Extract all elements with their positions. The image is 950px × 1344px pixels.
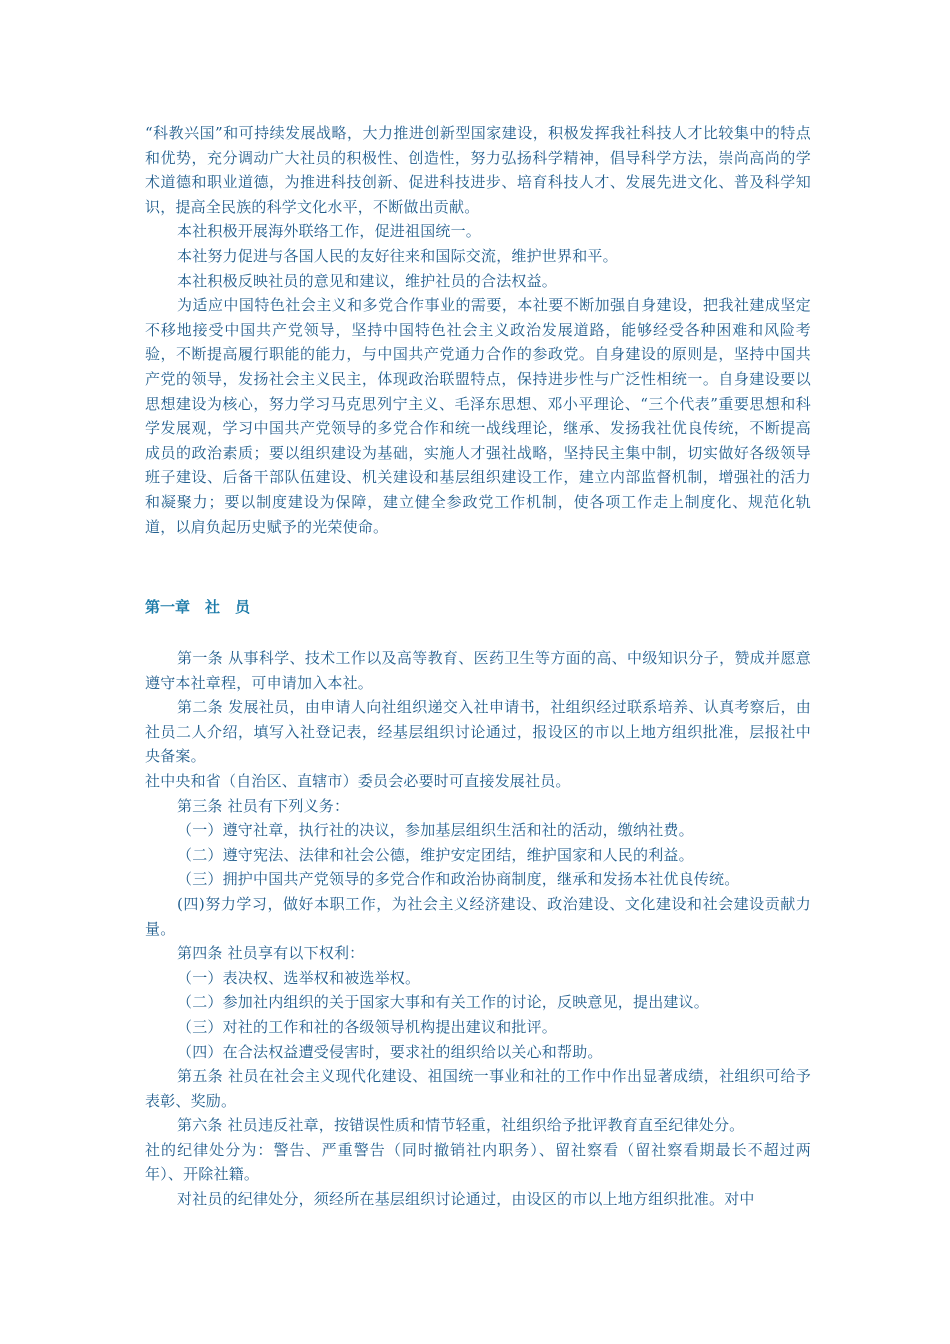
article-4-item-3: （三）对社的工作和社的各级领导机构提出建议和批评。 (177, 1017, 558, 1036)
intro-paragraph-2: 本社积极开展海外联络工作，促进祖国统一。 (177, 222, 482, 241)
article-4-item-2: （二）参加社内组织的关于国家大事和有关工作的讨论，反映意见，提出建议。 (177, 993, 710, 1012)
intro-paragraph-4: 本社积极反映社员的意见和建议，维护社员的合法权益。 (177, 271, 558, 290)
article-2: 第二条 发展社员，由申请人向社组织递交入社申请书，社组织经过联系培养、认真考察后，由社员二人介绍，填写入社登记表，经基层组织讨论通过，报设区的市以上地方组织批准，层报社中央备案。 (145, 698, 811, 766)
article-3-item-2: （二）遵守宪法、法律和社会公德，维护安定团结，维护国家和人民的利益。 (177, 845, 694, 864)
article-3-item-1: （一）遵守社章，执行社的决议，参加基层组织生活和社的活动，缴纳社费。 (177, 821, 694, 840)
article-1: 第一条 从事科学、技术工作以及高等教育、医药卫生等方面的高、中级知识分子，赞成并愿意遵守本社章程，可申请加入本社。 (145, 649, 811, 692)
article-5: 第五条 社员在社会主义现代化建设、祖国统一事业和社的工作中作出显著成绩，社组织可给予表彰、奖励。 (145, 1067, 811, 1110)
article-6-note: 社的纪律处分为：警告、严重警告（同时撤销社内职务）、留社察看（留社察看期最长不超过两年）、开除社籍。 (145, 1140, 811, 1184)
article-2-note: 社中央和省（自治区、直辖市）委员会必要时可直接发展社员。 (145, 771, 571, 790)
intro-section (145, 121, 811, 539)
intro-paragraph-3: 本社努力促进与各国人民的友好往来和国际交流，维护世界和平。 (177, 246, 618, 265)
article-6-procedure: 对社员的纪律处分，须经所在基层组织讨论通过，由设区的市以上地方组织批准。对中 (177, 1190, 755, 1209)
article-3-item-3: （三）拥护中国共产党领导的多党合作和政治协商制度，继承和发扬本社优良传统。 (177, 870, 740, 889)
intro-paragraph-5: 为适应中国特色社会主义和多党合作事业的需要，本社要不断加强自身建设，把我社建成坚定不移地接受中国共产党领导，坚持中国特色社会主义政治发展道路，能够经受各种困难和风险考验，不断提高履行职能的能力，与中国共产党通力合作的参政党。自身建设的原则是，坚持中国共产党的领导，发扬社会主义民主，体现政治联盟特点，保持进步性与广泛性相统一。自身建设要以思想建设为核心，努力学习马克思列宁主义、毛泽东思想、邓小平理论、“三个代表”重要思想和科学发展观，学习中国共产党领导的多党合作和统一战线理论，继承、发扬我社优良传统，不断提高成员的政治素质；要以组织建设为基础，实施人才强社战略，坚持民主集中制，切实做好各级领导班子建设、后备干部队伍建设、机关建设和基层组织建设工作，建立内部监督机制，增强社的活力和凝聚力；要以制度建设为保障，建立健全参政党工作机制，使各项工作走上制度化、规范化轨道，以肩负起历史赋予的光荣使命。 (145, 296, 811, 536)
article-3-item-4: (四)努力学习，做好本职工作，为社会主义经济建设、政治建设、文化建设和社会建设贡献力量。 (145, 894, 811, 938)
article-4: 第四条 社员享有以下权利： (177, 944, 365, 963)
chapter-heading: 第一章 社 员 (145, 598, 251, 616)
chapter-section (145, 646, 811, 1212)
article-4-item-4: （四）在合法权益遭受侵害时，要求社的组织给以关心和帮助。 (177, 1042, 603, 1061)
article-3: 第三条 社员有下列义务： (177, 796, 350, 815)
article-6: 第六条 社员违反社章，按错误性质和情节轻重，社组织给予批评教育直至纪律处分。 (177, 1116, 745, 1135)
article-4-item-1: （一）表决权、选举权和被选举权。 (177, 968, 421, 987)
intro-paragraph-1: “科教兴国”和可持续发展战略，大力推进创新型国家建设，积极发挥我社科技人才比较集中的特点和优势，充分调动广大社员的积极性、创造性，努力弘扬科学精神，倡导科学方法，崇尚高尚的学术道德和职业道德，为推进科技创新、促进科技进步、培育科技人才、发展先进文化、普及科学知识，提高全民族的科学文化水平，不断做出贡献。 (145, 124, 811, 216)
